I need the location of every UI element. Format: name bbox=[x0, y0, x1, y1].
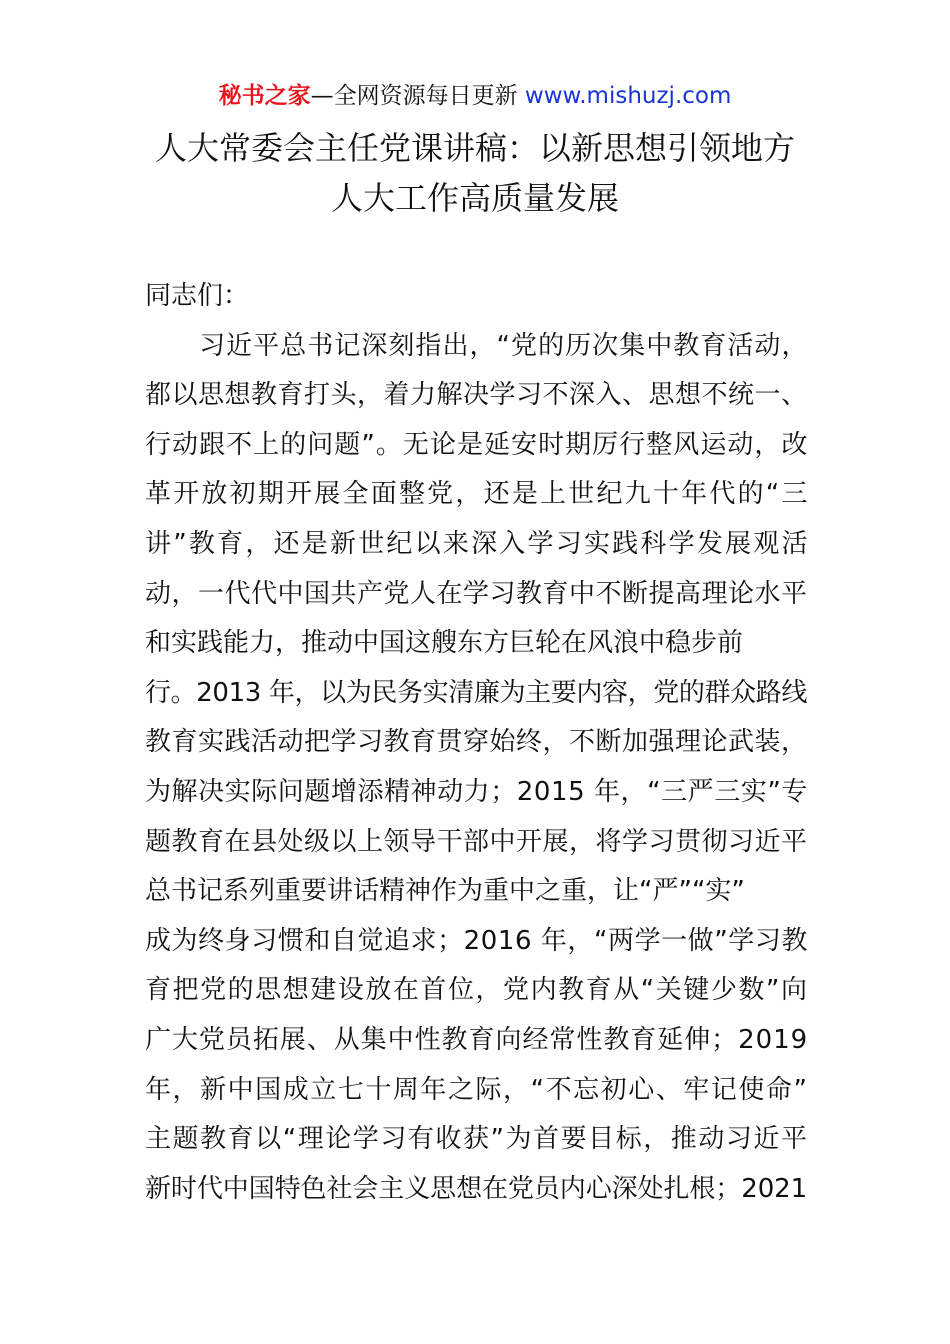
body-line: 和实践能力，推动中国这艘东方巨轮在风浪中稳步前 bbox=[145, 628, 744, 658]
body-line: 动，一代代中国共产党人在学习教育中不断提高理论水平 bbox=[145, 579, 808, 609]
body-line: 新时代中国特色社会主义思想在党员内心深处扎根；2021 bbox=[145, 1174, 808, 1204]
body-line: 教育实践活动把学习教育贯穿始终，不断加强理论武装， bbox=[145, 727, 808, 757]
body-line: 讲”教育，还是新世纪以来深入学习实践科学发展观活 bbox=[145, 529, 810, 559]
body-line: 都以思想教育打头，着力解决学习不深入、思想不统一、 bbox=[145, 380, 808, 410]
site-url-link[interactable]: www.mishuzj.com bbox=[524, 83, 732, 109]
document-title-line-1: 人大常委会主任党课讲稿：以新思想引领地方 bbox=[154, 129, 795, 167]
site-header bbox=[0, 80, 950, 112]
salutation: 同志们： bbox=[145, 281, 250, 311]
body-line: 习近平总书记深刻指出，“党的历次集中教育活动， bbox=[145, 331, 809, 361]
body-line: 广大党员拓展、从集中性教育向经常性教育延伸；2019 bbox=[145, 1025, 809, 1055]
body-line: 革开放初期开展全面整党，还是上世纪九十年代的“三 bbox=[145, 479, 810, 509]
body-line: 行动跟不上的问题”。无论是延安时期厉行整风运动，改 bbox=[145, 430, 809, 460]
brand-name: 秘书之家 bbox=[218, 83, 311, 109]
header-tagline: —全网资源每日更新 bbox=[310, 83, 525, 109]
body-line: 为解决实际问题增添精神动力；2015 年，“三严三实”专 bbox=[145, 777, 808, 807]
body-line: 行。2013 年，以为民务实清廉为主要内容，党的群众路线 bbox=[145, 678, 808, 708]
document-title-line-2: 人大工作高质量发展 bbox=[330, 179, 619, 217]
body-line: 总书记系列重要讲话精神作为重中之重，让“严”“实” bbox=[145, 876, 745, 906]
body-line: 题教育在县处级以上领导干部中开展，将学习贯彻习近平 bbox=[145, 827, 808, 857]
body-line: 主题教育以“理论学习有收获”为首要目标，推动习近平 bbox=[145, 1124, 809, 1154]
body-line: 育把党的思想建设放在首位，党内教育从“关键少数”向 bbox=[145, 975, 809, 1005]
body-line: 年，新中国成立七十周年之际，“不忘初心、牢记使命” bbox=[145, 1075, 809, 1105]
body-line: 成为终身习惯和自觉追求；2016 年，“两学一做”学习教 bbox=[145, 926, 808, 956]
